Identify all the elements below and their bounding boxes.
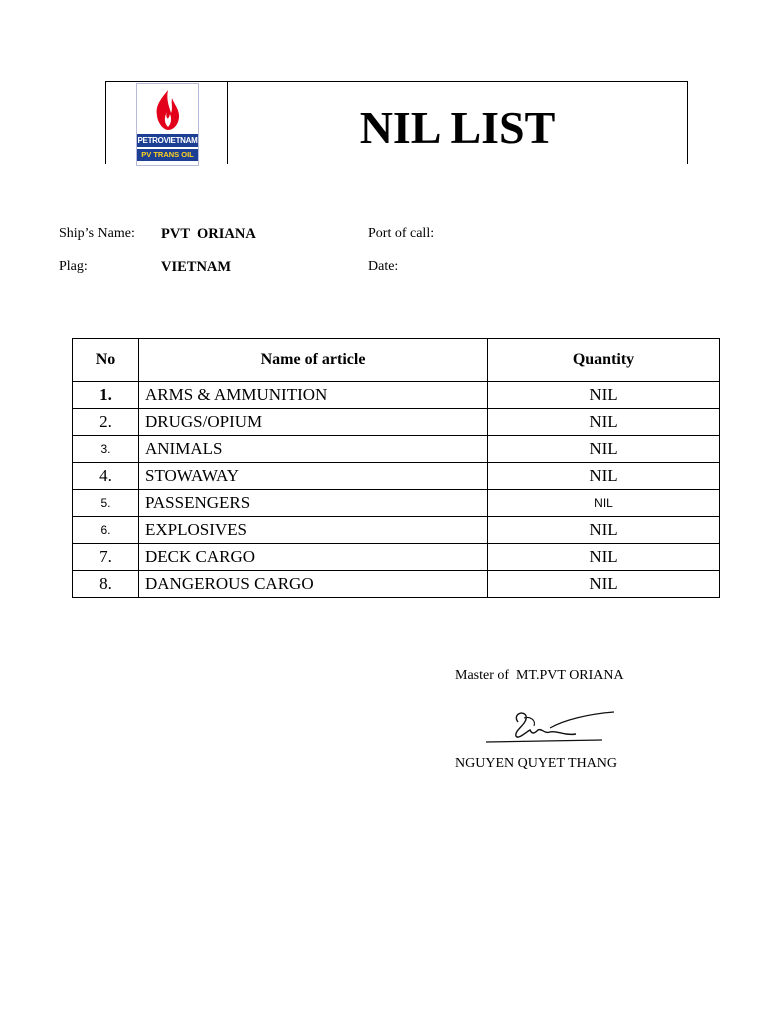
row-no: 8. — [73, 571, 139, 598]
row-quantity: NIL — [488, 436, 720, 463]
flag-value: VIETNAM — [161, 259, 232, 275]
row-name: PASSENGERS — [139, 490, 488, 517]
row-no: 5. — [73, 490, 139, 517]
ship-name-value: PVT ORIANA — [161, 226, 256, 242]
row-name: ANIMALS — [139, 436, 488, 463]
table-header-row — [73, 339, 720, 382]
table-row — [73, 382, 720, 409]
flame-logo-icon — [143, 88, 193, 132]
logo-text-petrovietnam: PETROVIETNAM — [137, 136, 198, 145]
table-row — [73, 490, 720, 517]
row-name: ARMS & AMMUNITION — [139, 382, 488, 409]
page-title: NIL LIST — [359, 102, 556, 153]
row-no: 2. — [73, 409, 139, 436]
flag-label: Plag: — [59, 259, 88, 274]
row-quantity: NIL — [488, 490, 720, 517]
logo-text-pv-trans-oil: PV TRANS OIL — [137, 149, 198, 161]
master-of-label: Master of MT.PVT ORIANA — [455, 668, 624, 683]
table-row — [73, 436, 720, 463]
table-row — [73, 544, 720, 571]
master-name: NGUYEN QUYET THANG — [455, 756, 618, 771]
row-quantity: NIL — [488, 382, 720, 409]
row-no: 3. — [73, 436, 139, 463]
table-row — [73, 463, 720, 490]
row-name: EXPLOSIVES — [139, 517, 488, 544]
table-row — [73, 517, 720, 544]
header-box — [105, 81, 688, 164]
row-no: 7. — [73, 544, 139, 571]
row-name: DRUGS/OPIUM — [139, 409, 488, 436]
row-name: STOWAWAY — [139, 463, 488, 490]
header-no: No — [73, 339, 139, 382]
port-of-call-label: Port of call: — [368, 226, 435, 241]
row-name: DECK CARGO — [139, 544, 488, 571]
row-no: 6. — [73, 517, 139, 544]
table-row — [73, 571, 720, 598]
row-no: 1. — [73, 382, 139, 409]
row-no: 4. — [73, 463, 139, 490]
header-quantity: Quantity — [488, 339, 720, 382]
table-row — [73, 409, 720, 436]
row-quantity: NIL — [488, 517, 720, 544]
company-logo — [136, 83, 199, 166]
nil-list-table — [72, 338, 720, 598]
row-quantity: NIL — [488, 409, 720, 436]
row-quantity: NIL — [488, 544, 720, 571]
row-name: DANGEROUS CARGO — [139, 571, 488, 598]
row-quantity: NIL — [488, 571, 720, 598]
handwritten-signature — [484, 706, 619, 748]
date-label: Date: — [368, 259, 399, 274]
ship-name-label: Ship’s Name: — [59, 226, 135, 241]
header-name-of-article: Name of article — [139, 339, 488, 382]
row-quantity: NIL — [488, 463, 720, 490]
